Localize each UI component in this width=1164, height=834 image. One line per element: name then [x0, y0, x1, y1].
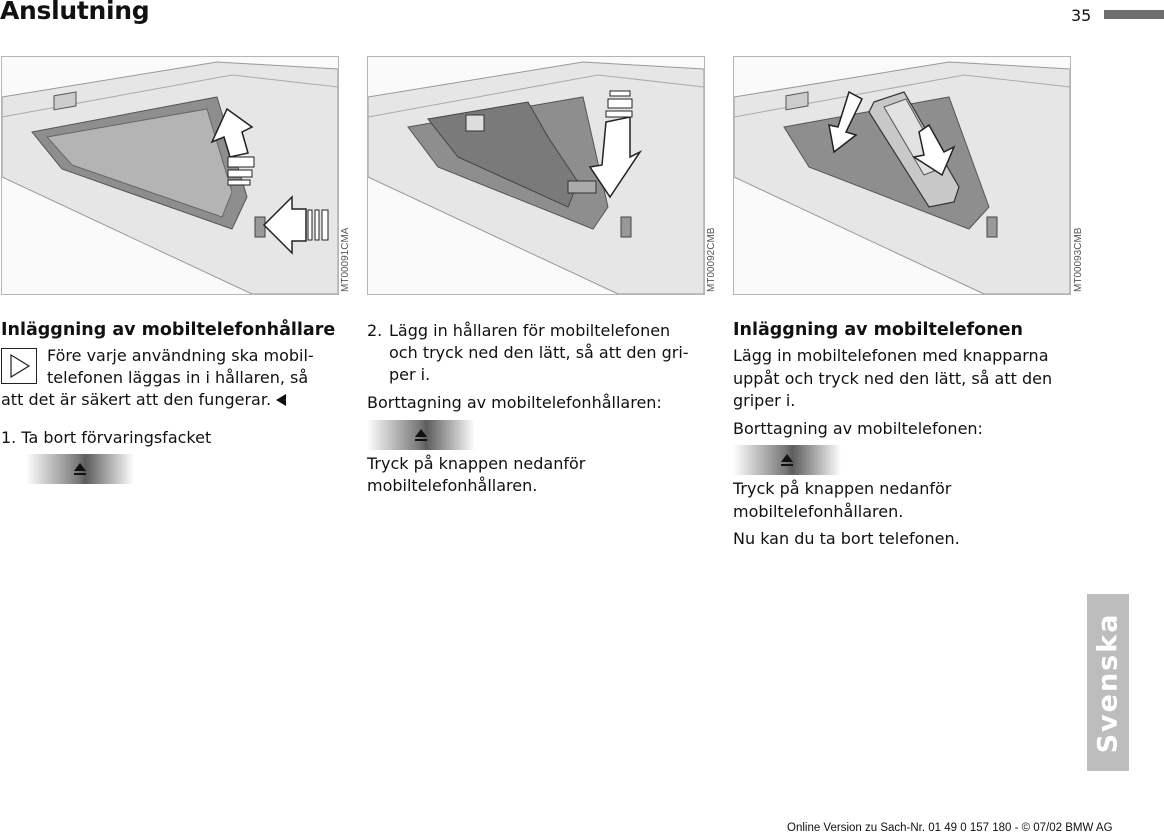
final-note: Nu kan du ta bort telefonen. [733, 529, 960, 548]
note-block [1, 345, 351, 412]
language-tab-label: Svenska [1092, 612, 1124, 753]
end-mark-icon [276, 394, 286, 406]
step-2-line: Lägg in hållaren för mobiltelefonen [389, 321, 671, 340]
step-2-number: 2. [367, 321, 383, 340]
eject-icon [780, 453, 794, 467]
page-number-bar [1104, 10, 1164, 19]
press-instruction-line: mobiltelefonhållaren. [733, 501, 904, 521]
eject-icon [414, 428, 428, 442]
figure-code: MT00092CMB [706, 227, 717, 292]
step-2-line: per i. [389, 365, 431, 384]
body-line: Lägg in mobiltelefonen med knapparna [733, 346, 1049, 365]
eject-button-illustration [367, 420, 475, 450]
console-illustration [2, 57, 338, 294]
removal-label: Borttagning av mobiltelefonhållaren: [367, 393, 662, 412]
eject-icon [73, 462, 87, 476]
console-illustration [734, 57, 1070, 294]
press-instruction-line: Tryck på knappen nedanför [733, 479, 952, 498]
eject-button-illustration [733, 445, 841, 475]
press-instruction-line: mobiltelefonhållaren. [367, 476, 538, 495]
language-tab [1087, 594, 1129, 771]
press-instruction-line: Tryck på knappen nedanför [367, 453, 586, 473]
step-1-text: 1. Ta bort förvaringsfacket [1, 428, 212, 447]
section-heading: Inläggning av mobiltelefonhållare [1, 320, 336, 340]
figure-code: MT00093CMB [1073, 227, 1084, 292]
column-1 [1, 318, 351, 484]
step-2 [367, 320, 717, 387]
step-2-line: och tryck ned den lätt, så att den gri- [389, 343, 689, 362]
figure-holder-insert [367, 56, 705, 295]
note-text-line: Före varje användning ska mobil- [47, 346, 314, 365]
figure-phone-insert [733, 56, 1071, 295]
note-text-line: telefonen läggas in i hållaren, så [47, 368, 309, 387]
figure-code: MT00091CMA [340, 227, 351, 292]
console-illustration [368, 57, 704, 294]
column-3 [733, 318, 1093, 551]
page-title: Anslutning [0, 0, 150, 25]
footer-text: Online Version zu Sach-Nr. 01 49 0 157 180 - © 07/02 BMW AG [787, 822, 1113, 834]
figure-holder-removal [1, 56, 339, 295]
body-line: griper i. [733, 391, 796, 410]
note-play-icon [1, 348, 37, 384]
note-text-line: att det är säkert att den fungerar. [1, 390, 272, 409]
removal-label: Borttagning av mobiltelefonen: [733, 418, 983, 438]
page-number: 35 [1071, 6, 1092, 25]
column-2 [367, 320, 717, 498]
eject-button-illustration [26, 454, 134, 484]
section-heading: Inläggning av mobiltelefonen [733, 320, 1023, 340]
body-line: uppåt och tryck ned den lätt, så att den [733, 368, 1053, 388]
